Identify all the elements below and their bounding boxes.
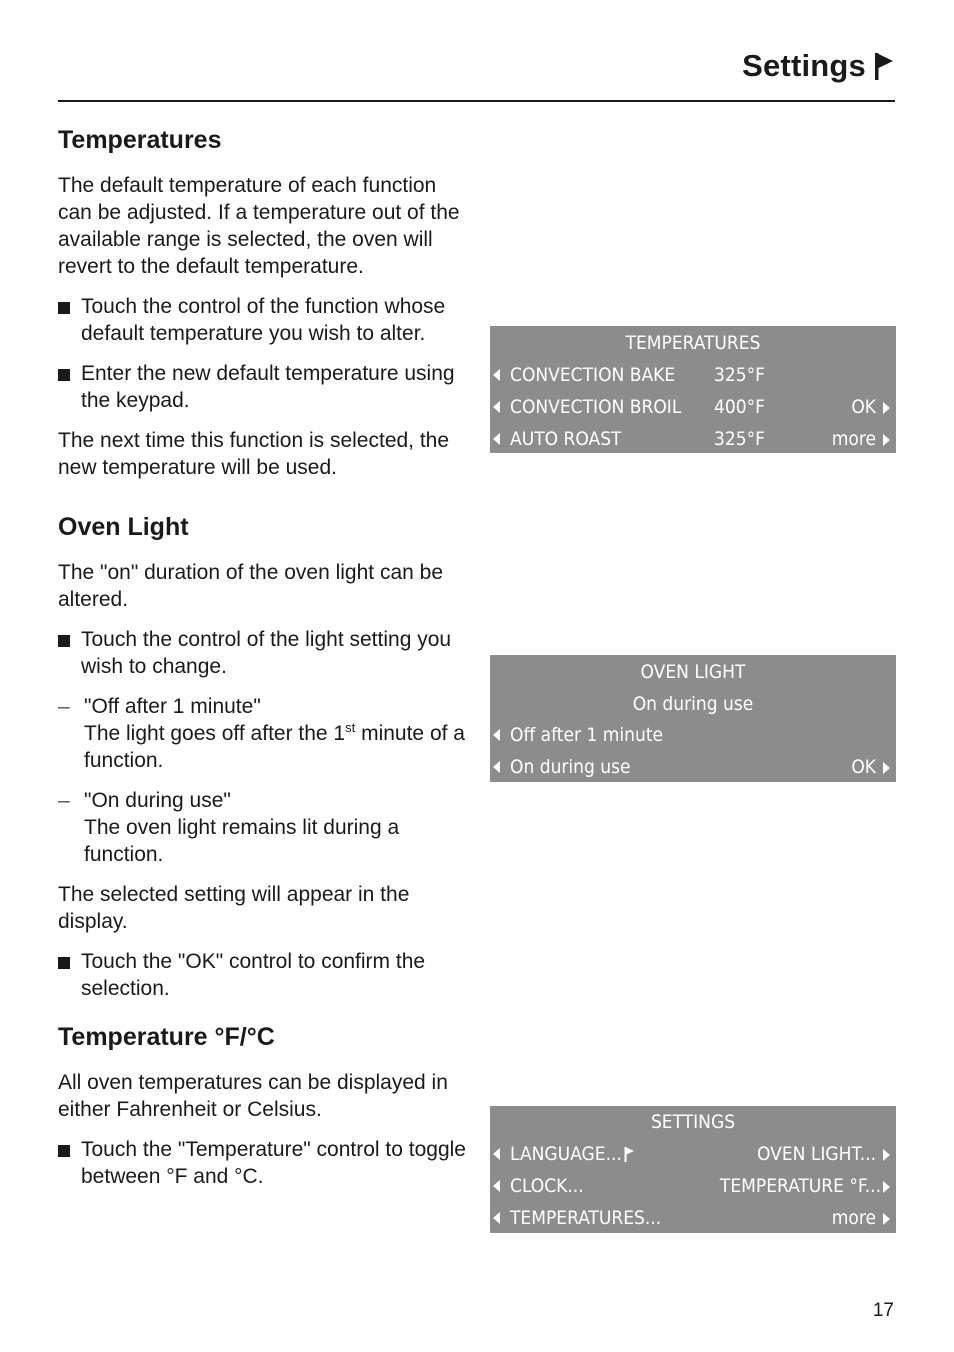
- oven-light-options: [58, 693, 470, 868]
- display-title: SETTINGS: [650, 1111, 736, 1133]
- display-temperature-unit-link[interactable]: TEMPERATURE °F...: [720, 1170, 890, 1202]
- temp-unit-bullets: [58, 1136, 470, 1190]
- bullet-square-icon: [58, 1145, 70, 1157]
- temperatures-bullets: [58, 293, 470, 414]
- temp-unit-heading: Temperature °F/°C: [58, 1023, 275, 1051]
- display-ok[interactable]: OK: [851, 751, 890, 783]
- display-row-convection-bake[interactable]: CONVECTION BAKE 325°F: [490, 359, 896, 391]
- main-text-column: [58, 122, 470, 1203]
- temperatures-heading: Temperatures: [58, 126, 222, 154]
- display-subtitle: On during use: [632, 693, 754, 715]
- left-arrow-icon: [493, 761, 500, 773]
- list-item: Touch the "OK" control to confirm the selection.: [58, 948, 470, 1002]
- flag-icon: [624, 1146, 634, 1162]
- left-arrow-icon: [493, 1212, 500, 1224]
- left-arrow-icon: [493, 1148, 500, 1160]
- oven-light-bullets: [58, 626, 470, 680]
- display-row-on-during-use[interactable]: On during use OK: [490, 751, 896, 783]
- section-oven-light: [58, 509, 470, 1002]
- display-settings: [490, 1106, 896, 1233]
- right-arrow-icon: [883, 762, 890, 774]
- right-arrow-icon: [883, 434, 890, 446]
- list-item: Enter the new default temperature using the keypad.: [58, 360, 470, 414]
- right-arrow-icon: [883, 1213, 890, 1225]
- right-arrow-icon: [883, 402, 890, 414]
- display-ok[interactable]: OK: [851, 391, 890, 423]
- list-item: – "On during use" The oven light remains lit during a function.: [58, 789, 400, 866]
- section-temperature-unit: [58, 1019, 470, 1190]
- bullet-square-icon: [58, 957, 70, 969]
- page-number: 17: [872, 1300, 894, 1321]
- display-more[interactable]: more: [832, 423, 890, 455]
- right-arrow-icon: [883, 1149, 890, 1161]
- display-more[interactable]: more: [832, 1202, 890, 1234]
- list-item: Touch the control of the light setting you wish to change.: [58, 626, 470, 680]
- left-arrow-icon: [493, 729, 500, 741]
- display-temperatures: [490, 326, 896, 453]
- bullet-square-icon: [58, 369, 70, 381]
- list-item: Touch the control of the function whose default temperature you wish to alter.: [58, 293, 470, 347]
- list-item: Touch the "Temperature" control to toggle between °F and °C.: [58, 1136, 470, 1190]
- display-title: TEMPERATURES: [625, 332, 761, 354]
- bullet-square-icon: [58, 635, 70, 647]
- page-title: Settings: [742, 48, 866, 83]
- display-row-convection-broil[interactable]: CONVECTION BROIL 400°F OK: [490, 391, 896, 423]
- page-header: [742, 48, 894, 84]
- list-item: – "Off after 1 minute" The light goes off after the 1st minute of a function.: [58, 695, 465, 772]
- section-temperatures: [58, 122, 470, 481]
- header-divider: [58, 100, 895, 102]
- display-row-off-after-1-minute[interactable]: Off after 1 minute: [490, 719, 896, 751]
- temperatures-intro: The default temperature of each function can be adjusted. If a temperature out of the available range is selected, the oven will revert to the default temperature.: [58, 174, 460, 278]
- left-arrow-icon: [493, 369, 500, 381]
- oven-light-note: The selected setting will appear in the display.: [58, 883, 410, 933]
- display-row-auto-roast[interactable]: AUTO ROAST 325°F more: [490, 423, 896, 455]
- display-row-clock[interactable]: CLOCK... TEMPERATURE °F...: [490, 1170, 896, 1202]
- oven-light-bullets-2: [58, 948, 470, 1002]
- display-row-temperatures[interactable]: TEMPERATURES... more: [490, 1202, 896, 1234]
- left-arrow-icon: [493, 433, 500, 445]
- right-arrow-icon: [883, 1181, 890, 1193]
- flag-icon: [874, 51, 894, 81]
- left-arrow-icon: [493, 401, 500, 413]
- oven-light-heading: Oven Light: [58, 513, 189, 541]
- oven-light-intro: The "on" duration of the oven light can be altered.: [58, 561, 444, 611]
- left-arrow-icon: [493, 1180, 500, 1192]
- temperatures-outro: The next time this function is selected, the new temperature will be used.: [58, 429, 450, 479]
- display-row-language[interactable]: LANGUAGE... OVEN LIGHT...: [490, 1138, 896, 1170]
- bullet-square-icon: [58, 302, 70, 314]
- dash-icon: –: [58, 695, 70, 718]
- dash-icon: –: [58, 789, 70, 812]
- temp-unit-intro: All oven temperatures can be displayed in either Fahrenheit or Celsius.: [58, 1071, 448, 1121]
- display-oven-light-link[interactable]: OVEN LIGHT...: [757, 1138, 890, 1170]
- display-title: OVEN LIGHT: [640, 661, 746, 683]
- display-oven-light: [490, 655, 896, 782]
